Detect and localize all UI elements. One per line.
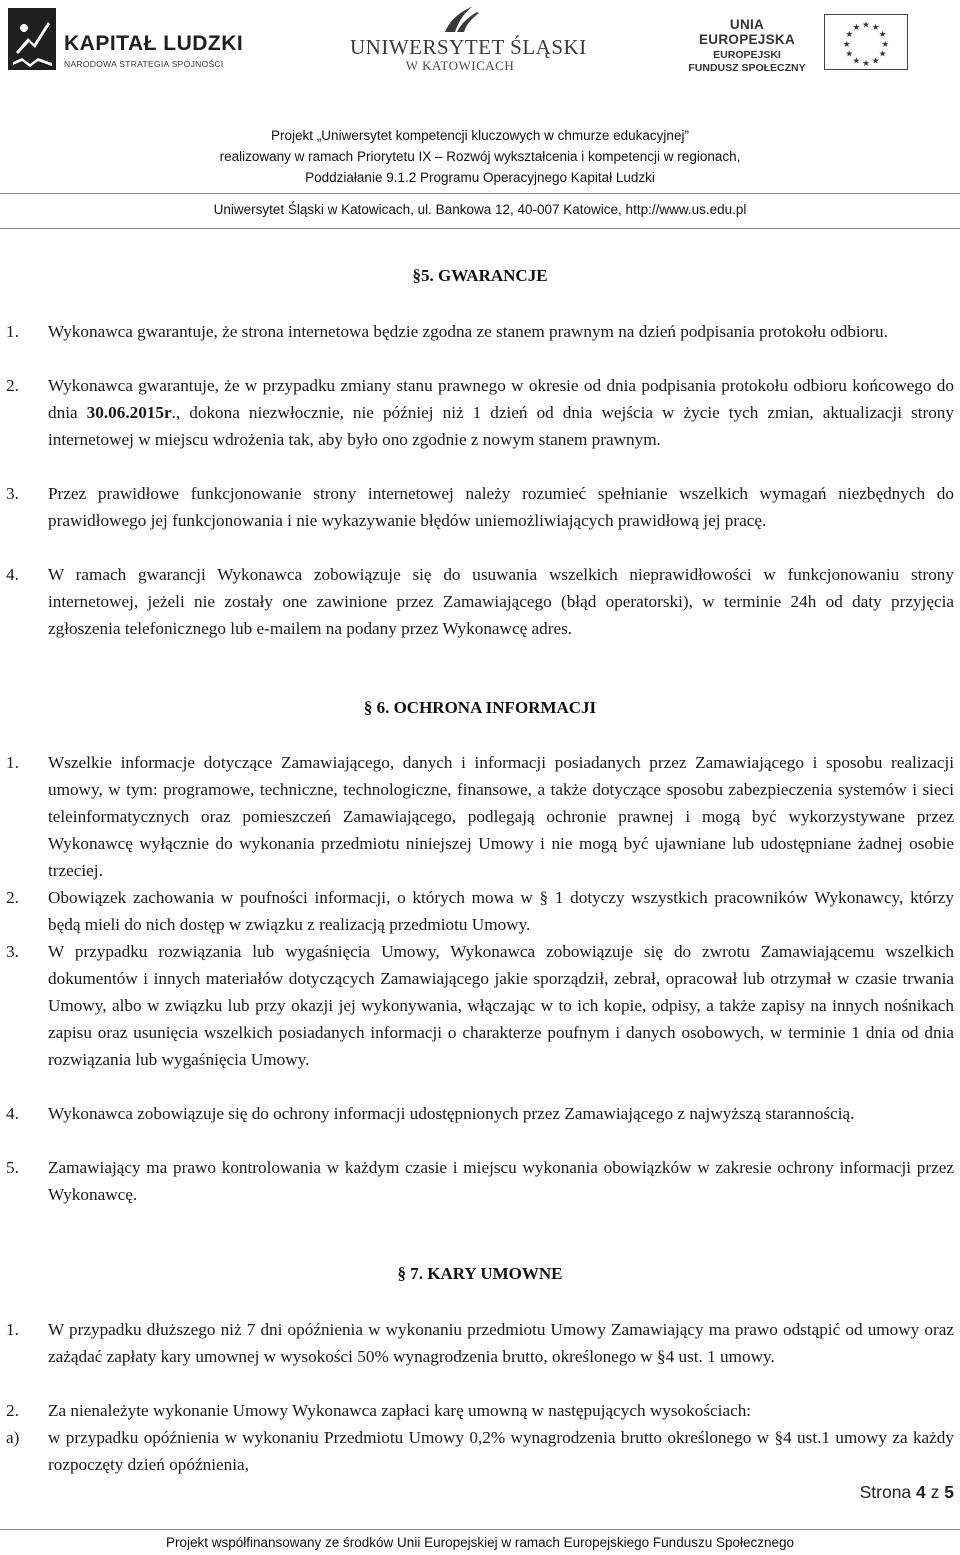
svg-text:★: ★ xyxy=(862,59,870,70)
list-item: Wykonawca zobowiązuje się do ochrony informacji udostępnionych przez Zamawiającego z najwyższą starannością. xyxy=(48,1104,855,1123)
kapital-ludzki-emblem-icon xyxy=(8,8,56,70)
section-title-kary-umowne: § 7. KARY UMOWNE xyxy=(397,1264,563,1283)
header-logos xyxy=(0,0,960,118)
project-line-2: realizowany w ramach Priorytetu IX – Rozwój wykształcenia i kompetencji w regionach, xyxy=(219,149,741,164)
page-total: 5 xyxy=(944,1482,954,1502)
svg-text:★: ★ xyxy=(845,30,854,41)
list-number: 3. xyxy=(6,484,19,503)
section-title-gwarancje: §5. GWARANCJE xyxy=(412,266,548,285)
list-number: 2. xyxy=(6,1401,19,1420)
uniwersytet-city: W KATOWICACH xyxy=(405,58,515,73)
eu-line1: UNIA EUROPEJSKA xyxy=(698,17,796,47)
kapital-ludzki-title: KAPITAŁ LUDZKI xyxy=(64,32,244,55)
svg-text:★: ★ xyxy=(852,56,861,67)
list-item: w przypadku opóźnienia w wykonaniu Przedmiotu Umowy 0,2% wynagrodzenia brutto określonego w §4 ust.1 umowy za każdy rozpoczęty dzień opóźnienia, xyxy=(48,1428,954,1474)
list-item: Zamawiający ma prawo kontrolowania w każdym czasie i miejscu wykonania obowiązków w zakresie ochrony informacji przez Wykonawcę. xyxy=(48,1158,954,1204)
list-number: 2. xyxy=(6,888,19,907)
project-line-3: Poddziałanie 9.1.2 Programu Operacyjnego Kapitał Ludzki xyxy=(305,170,655,185)
svg-text:★: ★ xyxy=(881,39,890,50)
page-sep: z xyxy=(930,1482,940,1502)
project-address: Uniwersytet Śląski w Katowicach, ul. Bankowa 12, 40-007 Katowice, http://www.us.edu.pl xyxy=(213,202,747,217)
list-item: W ramach gwarancji Wykonawca zobowiązuje się do usuwania wszelkich nieprawidłowości w funkcjonowaniu strony internetowej, jeżeli nie zostały one zawinione przez Zamawiającego (błąd operatorski), w terminie 24h od daty przyjęcia zgłoszenia telefonicznego lub e-mailem na podany przez Wykonawcę adres. xyxy=(48,565,954,638)
footer-text: Projekt współfinansowany ze środków Unii Europejskiej w ramach Europejskiego Funduszu Społecznego xyxy=(165,1535,795,1550)
eu-flag-icon xyxy=(824,14,908,70)
uniwersytet-emblem-icon xyxy=(439,4,481,34)
list-number: 4. xyxy=(6,565,19,584)
unia-europejska-logo xyxy=(682,14,952,74)
svg-text:★: ★ xyxy=(878,30,887,41)
svg-text:★: ★ xyxy=(852,23,861,34)
page-label: Strona xyxy=(859,1482,912,1502)
list-number: 1. xyxy=(6,1320,19,1339)
page-current: 4 xyxy=(916,1482,926,1502)
deadline-date: 30.06.2015r xyxy=(86,403,172,422)
kapital-ludzki-logo xyxy=(8,8,268,76)
list-item: Wszelkie informacje dotyczące Zamawiającego, danych i informacji posiadanych przez Zamawiającego i sposobu realizacji umowy, w tym: programowe, techniczne, technologiczne, finansowe, a także dotyczące sposobu zabezpieczenia systemów i sieci teleinformatycznych oraz pomieszczeń Zamawiającego, podlegają ochronie prawnej i mogą być wykorzystywane przez Wykonawcę wyłącznie do wykonania przedmiotu niniejszej Umowy i nie mogą być ujawniane lub udostępniane żadnej osobie trzeciej. xyxy=(48,753,954,880)
address-divider xyxy=(0,228,960,229)
eu-line2: EUROPEJSKI xyxy=(713,49,781,61)
svg-text:★: ★ xyxy=(862,20,870,31)
eu-line3: FUNDUSZ SPOŁECZNY xyxy=(688,62,806,74)
page-number xyxy=(860,1482,954,1503)
list-item: Obowiązek zachowania w poufności informacji, o których mowa w § 1 dotyczy wszystkich pracowników Wykonawcy, którzy będą mieli do nich dostęp w związku z realizacją przedmiotu Umowy. xyxy=(48,888,954,934)
list-number: 3. xyxy=(6,942,19,961)
list-item: W przypadku dłuższego niż 7 dni opóźnienia w wykonaniu przedmiotu Umowy Zamawiający ma prawo odstąpić od umowy oraz zażądać zapłaty kary umownej w wysokości 50% wynagrodzenia brutto, określonego w §4 ust. 1 umowy. xyxy=(48,1320,954,1366)
footer-divider xyxy=(0,1529,960,1530)
project-line-1: Projekt „Uniwersytet kompetencji kluczowych w chmurze edukacyjnej” xyxy=(271,128,689,143)
list-item: W przypadku rozwiązania lub wygaśnięcia Umowy, Wykonawca zobowiązuje się do zwrotu Zamawiającemu wszelkich dokumentów i innych materiałów dotyczących Zamawiającego jakie sporządził, zebrał, opracował lub otrzymał w czasie trwania Umowy, albo w związku lub przy okazji jej wykonywania, włączając w to ich kopie, odpisy, a także zapisy na innych nośnikach zapisu oraz usunięcia wszelkich posiadanych informacji o charakterze poufnym i danych osobowych, w terminie 1 dnia od dnia rozwiązania lub wygaśnięcia Umowy. xyxy=(48,942,954,1069)
list-item: Wykonawca gwarantuje, że strona internetowa będzie zgodna ze stanem prawnym na dzień podpisania protokołu odbioru. xyxy=(48,322,888,341)
list-number: 4. xyxy=(6,1104,19,1123)
list-item: Przez prawidłowe funkcjonowanie strony internetowej należy rozumieć spełnianie wszelkich wymagań niezbędnych do prawidłowego jej funkcjonowania i nie wykazywanie błędów uniemożliwiających prawidłową jej pracę. xyxy=(48,484,954,530)
svg-text:★: ★ xyxy=(845,49,854,60)
svg-text:★: ★ xyxy=(878,49,887,60)
list-item: Za nienależyte wykonanie Umowy Wykonawca zapłaci karę umowną w następujących wysokościach: xyxy=(48,1401,752,1420)
list-item-text: ., dokona niezwłocznie, nie później niż 1 dzień od dnia wejścia w życie tych zmian, aktualizacji strony internetowej w miejscu wdrożenia tak, aby było ono zgodnie z nowym stanem prawnym. xyxy=(48,403,954,449)
eu-text xyxy=(682,17,812,74)
svg-text:★: ★ xyxy=(842,39,851,50)
list-number: 1. xyxy=(6,322,19,341)
uniwersytet-name: UNIWERSYTET ŚLĄSKI xyxy=(350,35,587,59)
uniwersytet-slaski-logo xyxy=(350,4,587,74)
list-number: 5. xyxy=(6,1158,19,1177)
list-letter: a) xyxy=(6,1428,20,1447)
header-divider xyxy=(0,193,960,194)
kapital-ludzki-subtitle: NARODOWA STRATEGIA SPÓJNOŚCI xyxy=(64,59,224,69)
svg-text:★: ★ xyxy=(871,56,880,67)
list-item-text: Wykonawca gwarantuje, że w przypadku zmiany stanu prawnego w okresie od dnia podpisania protokołu odbioru końcowego do dnia xyxy=(48,376,954,422)
list-item xyxy=(48,372,954,453)
list-number: 1. xyxy=(6,753,19,772)
svg-text:★: ★ xyxy=(871,23,880,34)
section-title-ochrona-informacji: § 6. OCHRONA INFORMACJI xyxy=(363,698,597,717)
list-number: 2. xyxy=(6,376,19,395)
